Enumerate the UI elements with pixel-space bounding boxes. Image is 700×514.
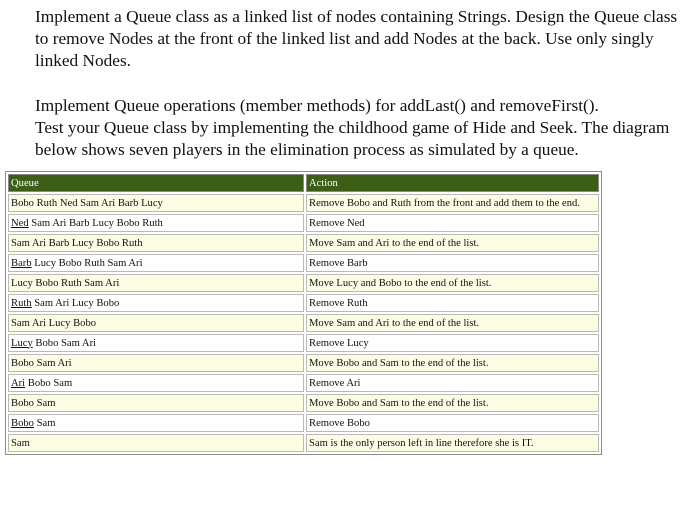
table-row — [8, 394, 599, 412]
queue-rest: Sam Ari Barb Lucy Bobo Ruth — [28, 217, 163, 229]
task-line-1: Implement Queue operations (member methods) for addLast() and removeFirst(). — [35, 96, 599, 115]
table-row — [8, 354, 599, 372]
action-cell: Move Sam and Ari to the end of the list. — [306, 314, 599, 332]
table-row — [8, 374, 599, 392]
queue-column-header: Queue — [8, 174, 304, 192]
action-cell: Sam is the only person left in line therefore she is IT. — [306, 434, 599, 452]
intro-paragraph: Implement a Queue class as a linked list of nodes containing Strings. Design the Queue class to remove Nodes at the front of the linked list and add Nodes at the back. Use only singly linked Nodes. — [35, 7, 678, 70]
table-row — [8, 254, 599, 272]
table-row — [8, 194, 599, 212]
removed-player: Bobo — [11, 417, 34, 429]
queue-rest: Bobo Sam — [25, 377, 73, 389]
queue-rest: Lucy Bobo Ruth Sam Ari — [31, 257, 143, 269]
action-cell: Remove Bobo — [306, 414, 599, 432]
table-row — [8, 214, 599, 232]
removed-player: Barb — [11, 257, 32, 269]
removed-player: Ruth — [11, 297, 32, 309]
table-header-row — [8, 174, 599, 192]
queue-cell — [8, 214, 304, 232]
queue-cell — [8, 274, 304, 292]
table-row — [8, 314, 599, 332]
table-row — [8, 414, 599, 432]
removed-player: Ari — [11, 377, 26, 389]
action-cell: Move Bobo and Sam to the end of the list. — [306, 354, 599, 372]
task-line-2: Test your Queue class by implementing the childhood game of Hide and Seek. The diagram below shows seven players in the elimination process as simulated by a queue. — [35, 118, 670, 159]
table-row — [8, 234, 599, 252]
table-row — [8, 434, 599, 452]
queue-rest: Bobo Ruth Ned Sam Ari Barb Lucy — [11, 197, 163, 209]
queue-cell — [8, 194, 304, 212]
queue-cell — [8, 354, 304, 372]
queue-rest: Sam — [11, 437, 30, 449]
action-cell: Move Sam and Ari to the end of the list. — [306, 234, 599, 252]
queue-rest: Bobo Sam — [11, 397, 56, 409]
action-cell: Remove Lucy — [306, 334, 599, 352]
action-cell: Remove Barb — [306, 254, 599, 272]
action-cell: Remove Ruth — [306, 294, 599, 312]
queue-cell — [8, 254, 304, 272]
queue-rest: Lucy Bobo Ruth Sam Ari — [11, 277, 120, 289]
queue-simulation-table — [5, 171, 602, 455]
task-paragraph — [35, 95, 697, 161]
queue-cell — [8, 374, 304, 392]
action-cell: Move Bobo and Sam to the end of the list. — [306, 394, 599, 412]
queue-cell — [8, 234, 304, 252]
table-row — [8, 334, 599, 352]
table-row — [8, 274, 599, 292]
queue-cell — [8, 394, 304, 412]
action-column-header: Action — [306, 174, 599, 192]
table-row — [8, 294, 599, 312]
queue-rest: Sam Ari Lucy Bobo — [31, 297, 120, 309]
queue-cell — [8, 414, 304, 432]
queue-cell — [8, 434, 304, 452]
action-cell: Remove Bobo and Ruth from the front and add them to the end. — [306, 194, 599, 212]
queue-rest: Bobo Sam Ari — [32, 337, 97, 349]
queue-rest: Bobo Sam Ari — [11, 357, 72, 369]
queue-cell — [8, 334, 304, 352]
action-cell: Remove Ned — [306, 214, 599, 232]
queue-rest: Sam Ari Lucy Bobo — [11, 317, 97, 329]
queue-cell — [8, 294, 304, 312]
removed-player: Lucy — [11, 337, 33, 349]
action-cell: Remove Ari — [306, 374, 599, 392]
queue-rest: Sam Ari Barb Lucy Bobo Ruth — [11, 237, 143, 249]
removed-player: Ned — [11, 217, 29, 229]
action-cell: Move Lucy and Bobo to the end of the list. — [306, 274, 599, 292]
queue-cell — [8, 314, 304, 332]
queue-rest: Sam — [33, 417, 56, 429]
